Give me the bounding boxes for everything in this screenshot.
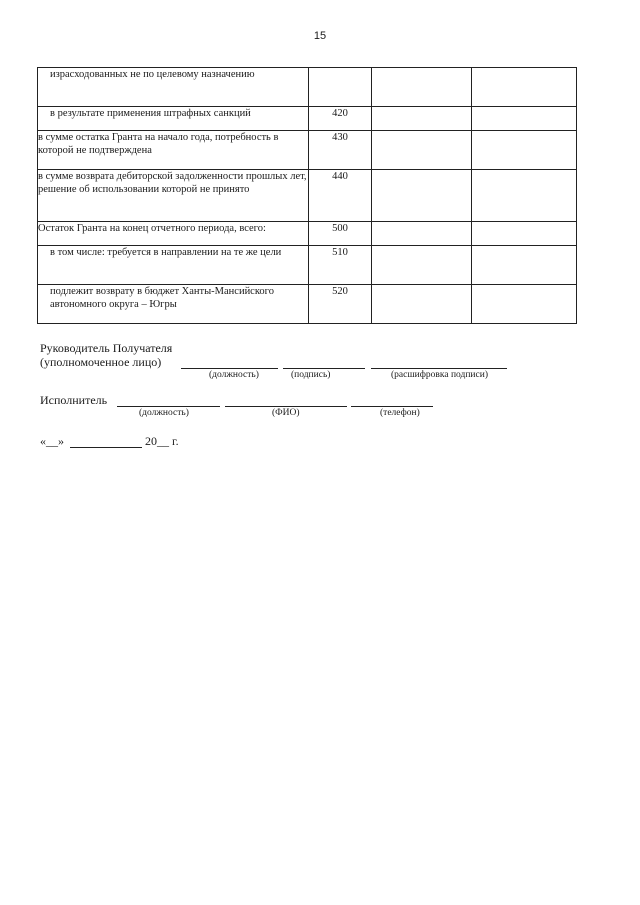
head-position-line[interactable] xyxy=(181,368,278,369)
value-cell xyxy=(472,222,577,246)
value-cell xyxy=(372,246,472,285)
value-cell xyxy=(472,285,577,324)
executor-phone-caption: (телефон) xyxy=(380,408,420,418)
head-position-caption: (должность) xyxy=(209,370,259,380)
date-month-line[interactable] xyxy=(70,447,142,448)
table-row xyxy=(38,246,577,285)
executor-position-line[interactable] xyxy=(117,406,220,407)
date-day: «__» xyxy=(40,434,64,448)
head-decoding-line[interactable] xyxy=(371,368,507,369)
executor-phone-line[interactable] xyxy=(351,406,433,407)
value-cell xyxy=(472,246,577,285)
executor-name-caption: (ФИО) xyxy=(272,408,300,418)
table-row xyxy=(38,170,577,222)
head-subtitle: (уполномоченное лицо) xyxy=(40,355,162,369)
row-code: 430 xyxy=(309,131,372,170)
row-label: Остаток Гранта на конец отчетного периода, всего: xyxy=(38,222,309,246)
date-year: 20__ г. xyxy=(145,434,179,448)
value-cell xyxy=(372,107,472,131)
table-row xyxy=(38,107,577,131)
row-label: в том числе: требуется в направлении на те же цели xyxy=(38,246,309,285)
row-code: 510 xyxy=(309,246,372,285)
value-cell xyxy=(372,131,472,170)
row-label: в сумме остатка Гранта на начало года, потребность в которой не подтверждена xyxy=(38,131,309,170)
table-row xyxy=(38,222,577,246)
report-table xyxy=(37,67,577,324)
value-cell xyxy=(472,170,577,222)
row-label: израсходованных не по целевому назначению xyxy=(38,68,309,107)
value-cell xyxy=(372,222,472,246)
executor-label: Исполнитель xyxy=(40,393,108,407)
head-title: Руководитель Получателя xyxy=(40,341,173,355)
row-code: 440 xyxy=(309,170,372,222)
row-code xyxy=(309,68,372,107)
value-cell xyxy=(372,68,472,107)
row-label: в сумме возврата дебиторской задолженности прошлых лет, решение об использовании которой не принято xyxy=(38,170,309,222)
head-decoding-caption: (расшифровка подписи) xyxy=(391,370,488,380)
row-code: 420 xyxy=(309,107,372,131)
head-signature-caption: (подпись) xyxy=(291,370,331,380)
value-cell xyxy=(472,131,577,170)
executor-name-line[interactable] xyxy=(225,406,347,407)
row-code: 520 xyxy=(309,285,372,324)
table-row xyxy=(38,68,577,107)
row-label: подлежит возврату в бюджет Ханты-Мансийского автономного округа – Югры xyxy=(38,285,309,324)
executor-position-caption: (должность) xyxy=(139,408,189,418)
table-row xyxy=(38,285,577,324)
value-cell xyxy=(372,170,472,222)
value-cell xyxy=(372,285,472,324)
row-label: в результате применения штрафных санкций xyxy=(38,107,309,131)
table-row xyxy=(38,131,577,170)
head-signature-line[interactable] xyxy=(283,368,365,369)
value-cell xyxy=(472,107,577,131)
value-cell xyxy=(472,68,577,107)
row-code: 500 xyxy=(309,222,372,246)
page-number: 15 xyxy=(313,30,327,42)
